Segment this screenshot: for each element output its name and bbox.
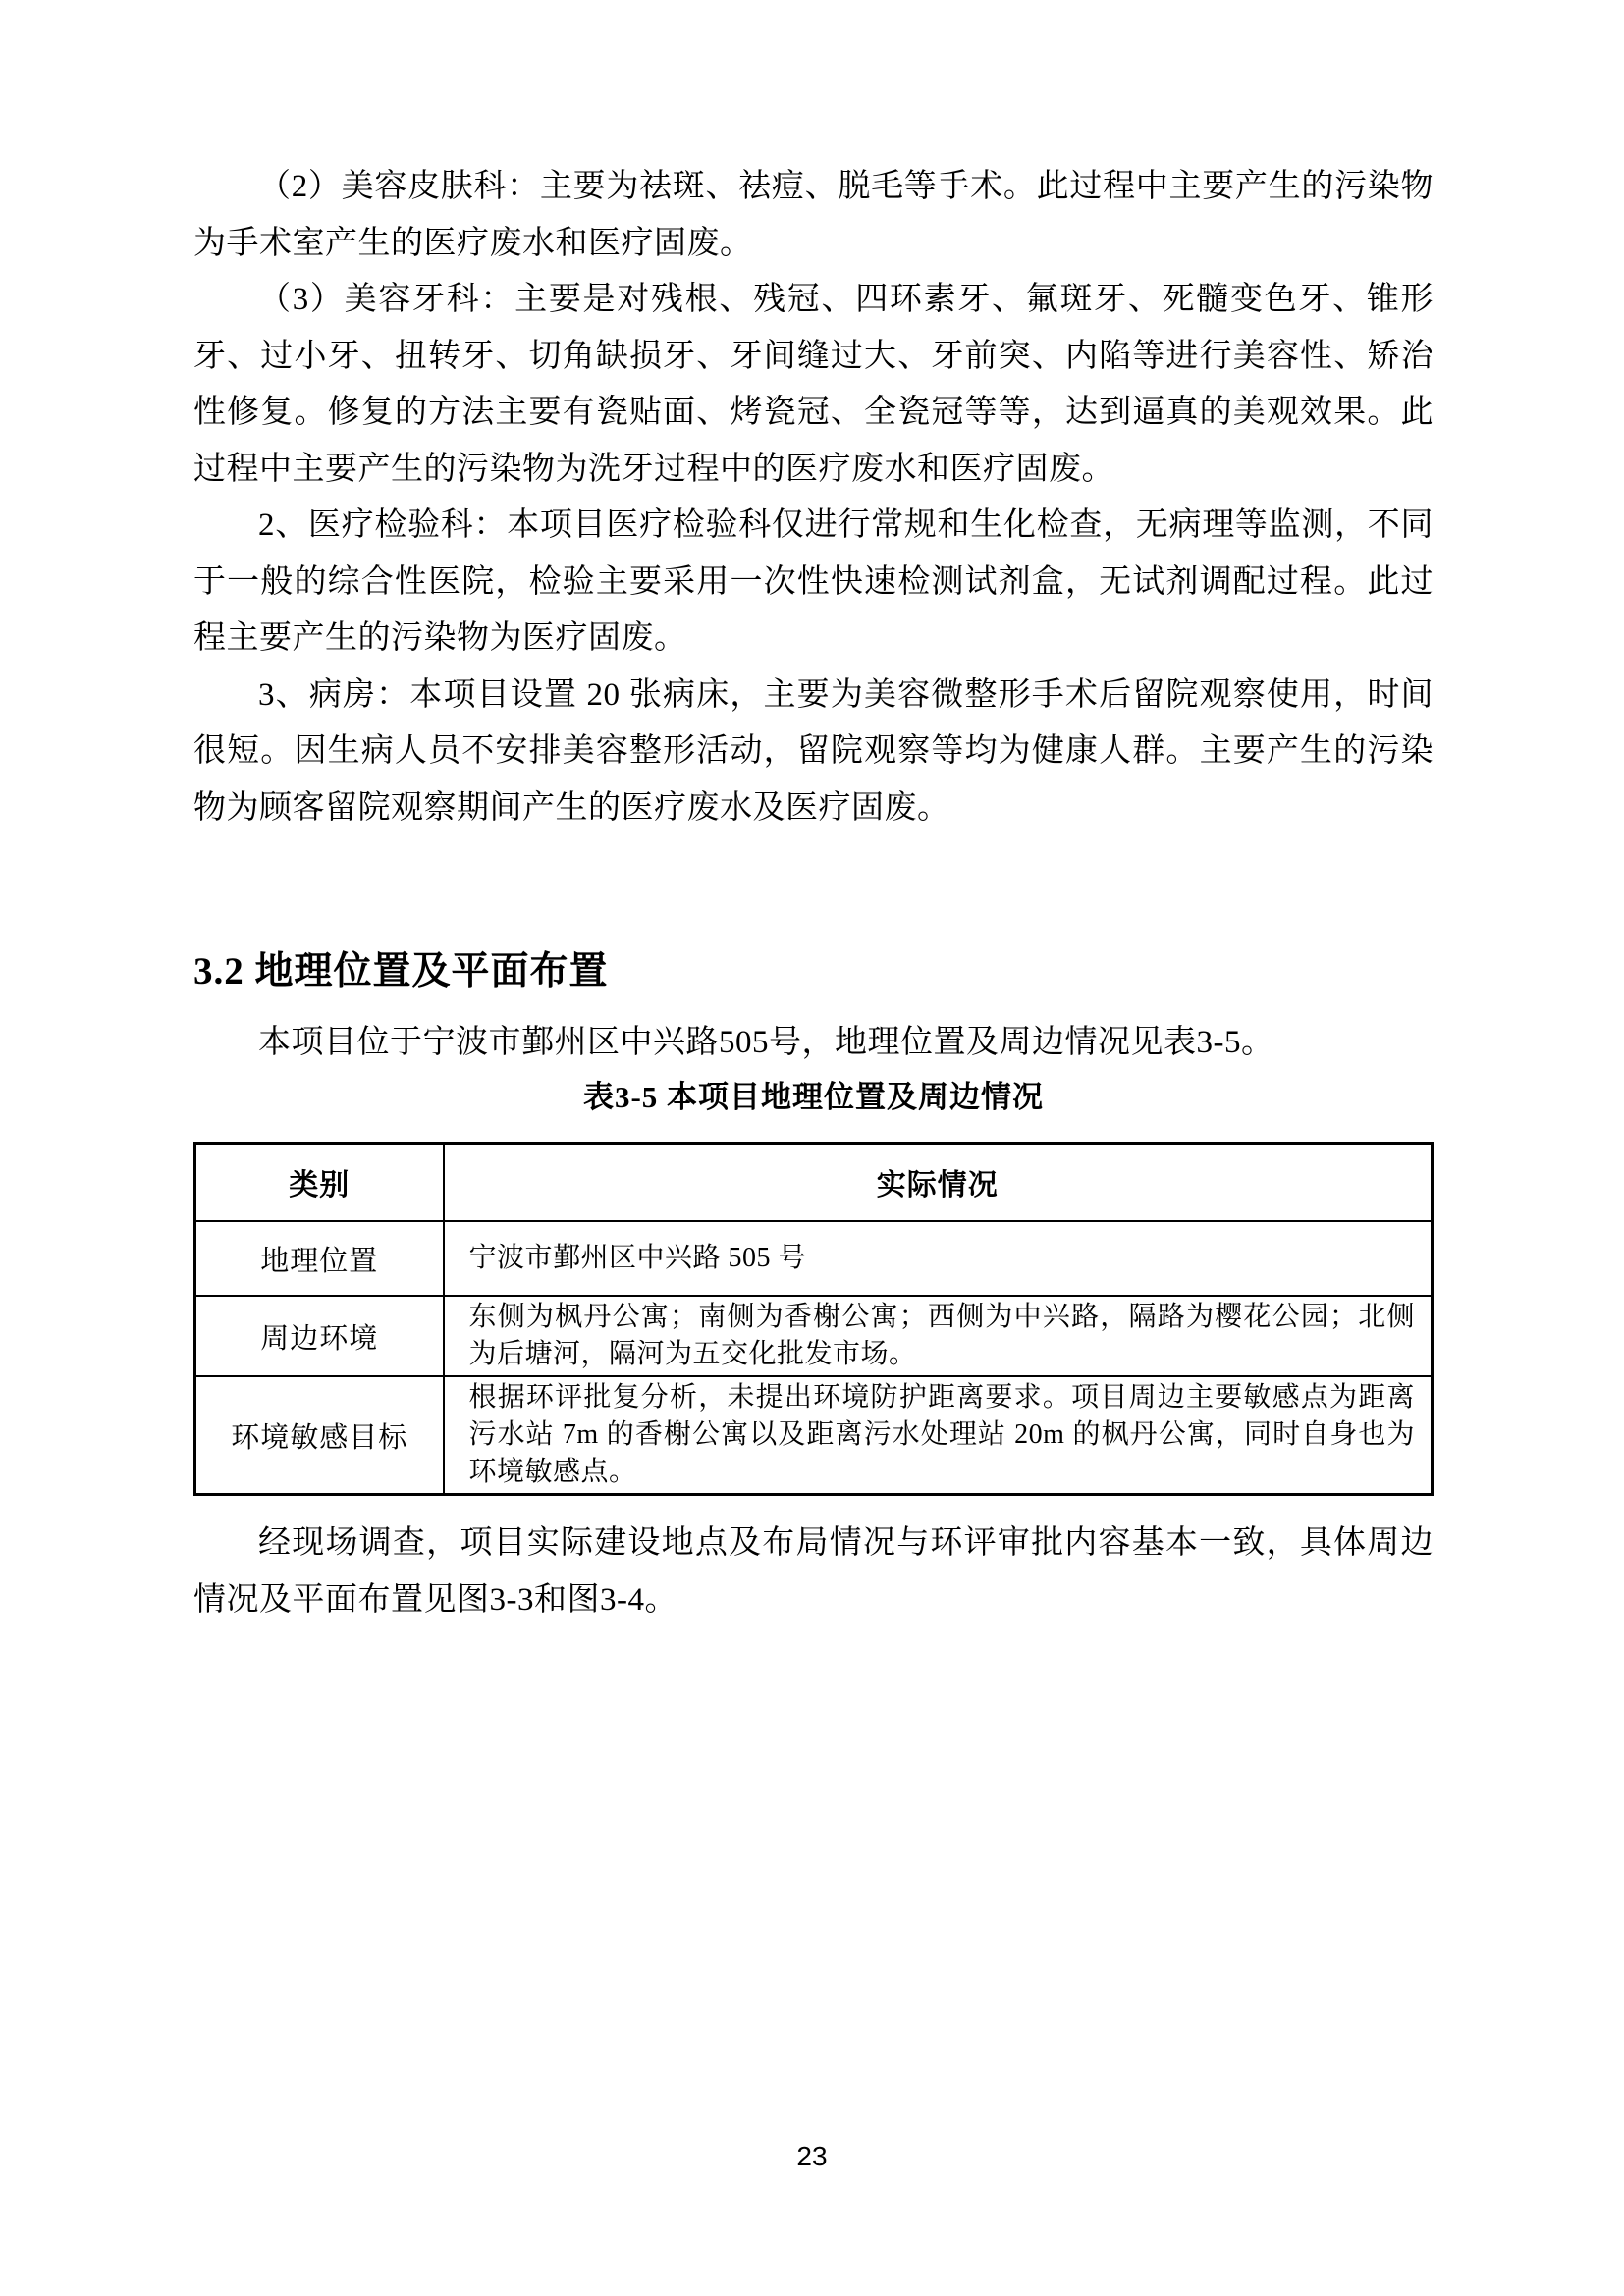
- page-number: 23: [796, 2141, 828, 2171]
- table-header-row: [195, 1143, 1433, 1221]
- row-label-sensitive-targets: 环境敏感目标: [195, 1376, 444, 1495]
- section-heading: 3.2 地理位置及平面布置: [193, 950, 609, 992]
- table-header-category: 类别: [195, 1143, 444, 1221]
- row-value-sensitive-targets: 根据环评批复分析，未提出环境防护距离要求。项目周边主要敏感点为距离污水站 7m 的香榭公寓以及距离污水处理站 20m 的枫丹公寓，同时自身也为环境敏感点。: [444, 1376, 1433, 1495]
- table-header-actual-situation: 实际情况: [444, 1143, 1433, 1221]
- table-caption: 表3-5 本项目地理位置及周边情况: [582, 1079, 1045, 1114]
- row-value-surrounding-environment: 东侧为枫丹公寓；南侧为香榭公寓；西侧为中兴路，隔路为樱花公园；北侧为后塘河，隔河为五交化批发市场。: [444, 1296, 1433, 1376]
- table-row: [195, 1221, 1433, 1296]
- page-footer: [0, 2141, 1624, 2172]
- closing-paragraph: 经现场调查，项目实际建设地点及布局情况与环评审批内容基本一致，具体周边情况及平面布置见图3-3和图3-4。: [193, 1525, 1434, 1618]
- section-intro-paragraph: 本项目位于宁波市鄞州区中兴路505号，地理位置及周边情况见表3-5。: [258, 1025, 1274, 1060]
- row-label-surrounding-environment: 周边环境: [195, 1296, 444, 1376]
- location-surroundings-table: [193, 1142, 1434, 1497]
- row-value-geographic-location: 宁波市鄞州区中兴路 505 号: [444, 1221, 1433, 1296]
- paragraph-medical-laboratory: 2、医疗检验科：本项目医疗检验科仅进行常规和生化检查，无病理等监测，不同于一般的综合性医院，检验主要采用一次性快速检测试剂盒，无试剂调配过程。此过程主要产生的污染物为医疗固废。: [193, 507, 1434, 656]
- paragraph-cosmetic-dermatology: （2）美容皮肤科：主要为祛斑、祛痘、脱毛等手术。此过程中主要产生的污染物为手术室产生的医疗废水和医疗固废。: [193, 169, 1434, 261]
- row-label-geographic-location: 地理位置: [195, 1221, 444, 1296]
- page-content: [193, 0, 1434, 1629]
- paragraph-cosmetic-dentistry: （3）美容牙科：主要是对残根、残冠、四环素牙、氟斑牙、死髓变色牙、锥形牙、过小牙、扭转牙、切角缺损牙、牙间缝过大、牙前突、内陷等进行美容性、矫治性修复。修复的方法主要有瓷贴面、烤瓷冠、全瓷冠等等，达到逼真的美观效果。此过程中主要产生的污染物为洗牙过程中的医疗废水和医疗固废。: [193, 282, 1434, 487]
- paragraph-ward: 3、病房：本项目设置 20 张病床，主要为美容微整形手术后留院观察使用，时间很短。因生病人员不安排美容整形活动，留院观察等均为健康人群。主要产生的污染物为顾客留院观察期间产生的医疗废水及医疗固废。: [193, 676, 1434, 826]
- table-row: [195, 1296, 1433, 1376]
- table-row: [195, 1376, 1433, 1495]
